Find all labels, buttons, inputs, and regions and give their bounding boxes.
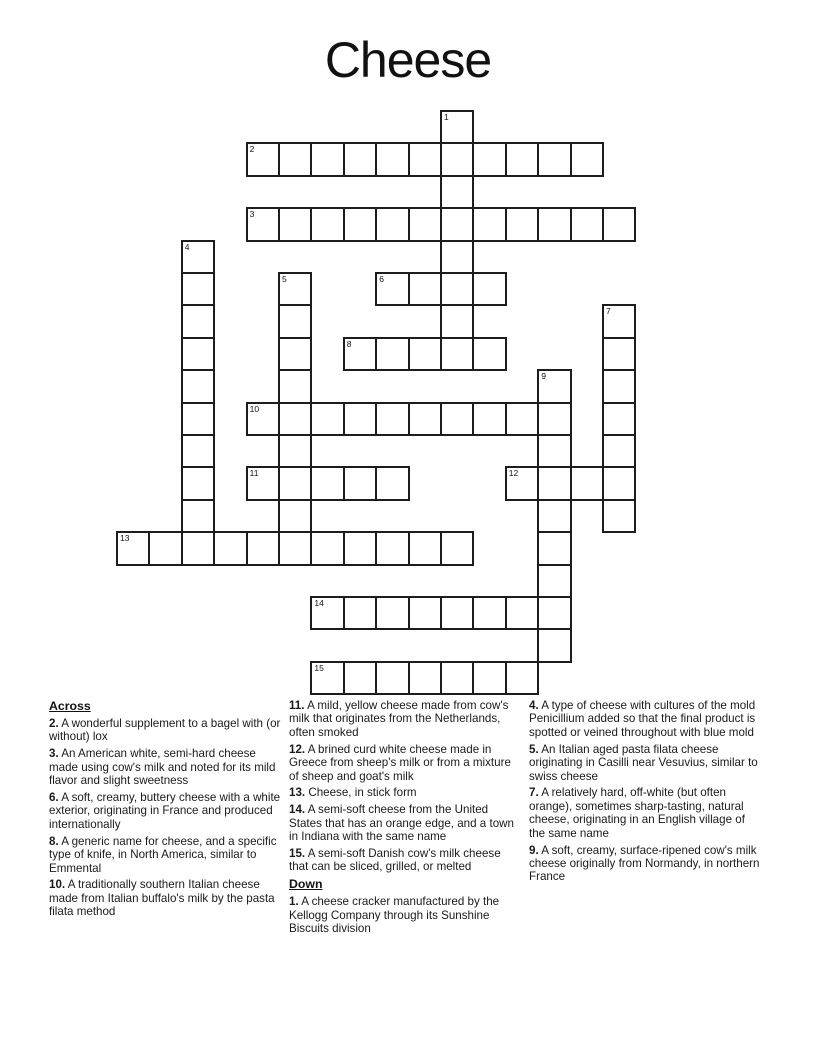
grid-cell[interactable] (505, 596, 539, 630)
grid-cell[interactable] (537, 596, 571, 630)
grid-cell[interactable] (310, 466, 344, 500)
clue-number: 4. (529, 699, 539, 712)
grid-cell[interactable] (537, 499, 571, 533)
clue-down-7: 7. A relatively hard, off-white (but often orange), sometimes sharp-tasting, natural cheese, originating in an English village of the same name (529, 786, 745, 840)
grid-cell[interactable] (440, 142, 474, 176)
grid-cell[interactable] (343, 531, 377, 565)
clue-number: 7. (529, 786, 539, 800)
grid-cell[interactable] (440, 402, 474, 436)
clue-across-11: 11. A mild, yellow cheese made from cow's milk that originates from the Netherlands, often smoked (289, 699, 509, 739)
grid-cell[interactable] (537, 531, 571, 565)
clue-down-5: 5. An Italian aged pasta filata cheese originating in Casilli near Vesuvius, similar to swiss cheese (529, 742, 758, 783)
clue-across-3: 3. An American white, semi-hard cheese made using cow's milk and noted for its mild flavor and slight sweetness (49, 747, 276, 788)
grid-cell[interactable] (602, 466, 636, 500)
grid-cell[interactable] (278, 531, 312, 565)
grid-cell[interactable] (246, 207, 280, 241)
grid-cell[interactable] (181, 402, 215, 436)
grid-cell[interactable] (278, 434, 312, 468)
grid-cell[interactable] (375, 531, 409, 565)
clue-number: 14. (289, 803, 306, 817)
cell-number: 8 (346, 338, 352, 349)
grid-cell[interactable] (440, 175, 474, 209)
grid-cell[interactable] (472, 272, 506, 306)
grid-cell[interactable] (343, 142, 377, 176)
grid-cell[interactable] (537, 369, 571, 403)
grid-cell[interactable] (181, 499, 215, 533)
clue-across-8: 8. A generic name for cheese, and a specific type of knife, in North America, similar to Emmental (49, 834, 277, 875)
grid-cell[interactable] (472, 661, 506, 695)
cell-number: 9 (541, 371, 546, 382)
grid-cell[interactable] (408, 142, 442, 176)
cell-number: 1 (444, 112, 449, 122)
grid-cell[interactable] (278, 466, 312, 500)
grid-cell[interactable] (278, 207, 312, 241)
cell-number: 2 (249, 144, 255, 155)
grid-cell[interactable] (181, 240, 215, 274)
grid-cell[interactable] (570, 207, 604, 241)
grid-cell[interactable] (375, 596, 409, 630)
clue-column-down (529, 699, 762, 887)
grid-cell[interactable] (602, 499, 636, 533)
grid-cell[interactable] (310, 596, 344, 630)
clue-number: 1. (289, 895, 299, 909)
cell-number: 13 (120, 533, 130, 544)
grid-cell[interactable] (181, 466, 215, 500)
grid-cell[interactable] (408, 272, 442, 306)
grid-cell[interactable] (375, 207, 409, 241)
grid-cell[interactable] (181, 337, 215, 371)
grid-cell[interactable] (440, 661, 474, 695)
grid-cell[interactable] (537, 434, 571, 468)
grid-cell[interactable] (440, 272, 474, 306)
clue-number: 10. (49, 878, 66, 892)
clue-number: 13. (289, 786, 306, 800)
clue-column-middle (289, 699, 522, 939)
clue-number: 3. (49, 747, 59, 761)
grid-cell[interactable] (537, 564, 571, 598)
cell-number: 10 (249, 403, 260, 414)
grid-cell[interactable] (537, 466, 571, 500)
grid-cell[interactable] (278, 304, 312, 338)
grid-cell[interactable] (602, 304, 636, 338)
grid-cell[interactable] (505, 142, 539, 176)
grid-cell[interactable] (278, 272, 312, 306)
clue-number: 8. (49, 834, 59, 848)
clue-number: 9. (529, 843, 539, 857)
clue-across-6: 6. A soft, creamy, buttery cheese with a white exterior, originating in France and produced internationally (49, 791, 281, 831)
clue-across-10: 10. A traditionally southern Italian cheese made from Italian buffalo's milk by the pasta filata method (49, 878, 275, 919)
grid-cell[interactable] (472, 402, 506, 436)
cell-number: 11 (249, 468, 259, 479)
grid-cell[interactable] (408, 596, 442, 630)
grid-cell[interactable] (537, 628, 571, 662)
grid-cell[interactable] (472, 207, 506, 241)
grid-cell[interactable] (408, 337, 442, 371)
grid-cell[interactable] (148, 531, 182, 565)
grid-cell[interactable] (375, 272, 409, 306)
grid-cell[interactable] (537, 207, 571, 241)
cell-number: 5 (282, 274, 287, 284)
grid-cell[interactable] (505, 661, 539, 695)
grid-cell[interactable] (440, 337, 474, 371)
grid-cell[interactable] (375, 142, 409, 176)
clue-across-2: 2. A wonderful supplement to a bagel with (or without) lox (49, 717, 281, 744)
grid-cell[interactable] (440, 531, 474, 565)
grid-cell[interactable] (278, 499, 312, 533)
clue-number: 11. (289, 699, 305, 712)
grid-cell[interactable] (440, 207, 474, 241)
grid-cell[interactable] (343, 466, 377, 500)
clue-list-heading: Down (289, 877, 323, 892)
grid-cell[interactable] (408, 402, 442, 436)
grid-cell[interactable] (278, 369, 312, 403)
clue-across-14: 14. A semi-soft cheese from the United States that has an orange edge, and a town in Indiana with the same name (289, 803, 514, 844)
grid-cell[interactable] (343, 596, 377, 630)
grid-cell[interactable] (246, 531, 280, 565)
grid-cell[interactable] (472, 337, 506, 371)
cell-number: 7 (606, 306, 611, 317)
grid-cell[interactable] (343, 402, 377, 436)
grid-cell[interactable] (375, 402, 409, 436)
grid-cell[interactable] (246, 142, 280, 176)
grid-cell[interactable] (408, 207, 442, 241)
grid-cell[interactable] (602, 207, 636, 241)
grid-cell[interactable] (505, 402, 539, 436)
grid-cell[interactable] (310, 531, 344, 565)
grid-cell[interactable] (472, 596, 506, 630)
grid-cell[interactable] (375, 661, 409, 695)
grid-cell[interactable] (472, 142, 506, 176)
grid-cell[interactable] (278, 142, 312, 176)
grid-cell[interactable] (537, 142, 571, 176)
grid-cell[interactable] (213, 531, 247, 565)
puzzle-title: Cheese (324, 32, 492, 88)
grid-cell[interactable] (537, 402, 571, 436)
cell-number: 4 (184, 241, 190, 252)
clue-number: 6. (49, 791, 59, 805)
grid-cell[interactable] (278, 402, 312, 436)
grid-cell[interactable] (116, 531, 150, 565)
grid-cell[interactable] (246, 402, 280, 436)
clue-number: 12. (289, 742, 306, 756)
grid-cell[interactable] (602, 402, 636, 436)
grid-cell[interactable] (602, 434, 636, 468)
grid-cell[interactable] (343, 661, 377, 695)
grid-cell[interactable] (602, 369, 636, 403)
cell-number: 15 (314, 662, 324, 673)
grid-cell[interactable] (375, 466, 409, 500)
grid-cell[interactable] (440, 240, 474, 274)
grid-cell[interactable] (343, 207, 377, 241)
clue-down-4: 4. A type of cheese with cultures of the mold Penicillium added so that the final product is spotted or veined throughout with blue mold (529, 699, 756, 739)
grid-cell[interactable] (570, 142, 604, 176)
grid-cell[interactable] (408, 661, 442, 695)
grid-cell[interactable] (408, 531, 442, 565)
grid-cell[interactable] (440, 304, 474, 338)
cell-number: 14 (314, 598, 324, 608)
grid-cell[interactable] (310, 661, 344, 695)
grid-cell[interactable] (181, 531, 215, 565)
clue-across-15: 15. A semi-soft Danish cow's milk cheese that can be sliced, grilled, or melted (289, 847, 501, 874)
grid-cell[interactable] (375, 337, 409, 371)
cell-number: 12 (508, 468, 519, 479)
grid-cell[interactable] (181, 369, 215, 403)
grid-cell[interactable] (505, 466, 539, 500)
clue-number: 2. (49, 717, 59, 730)
grid-cell[interactable] (310, 402, 344, 436)
grid-cell[interactable] (440, 110, 474, 144)
grid-cell[interactable] (602, 337, 636, 371)
clue-column-across (49, 699, 282, 922)
grid-cell[interactable] (278, 337, 312, 371)
cell-number: 6 (379, 274, 384, 284)
grid-cell[interactable] (310, 207, 344, 241)
grid-cell[interactable] (310, 142, 344, 176)
clue-across-13: 13. Cheese, in stick form (289, 786, 417, 800)
grid-cell[interactable] (505, 207, 539, 241)
clue-down-9: 9. A soft, creamy, surface-ripened cow's milk cheese originally from Normandy, in northern France (529, 843, 760, 884)
clue-list-heading: Across (49, 699, 91, 713)
grid-cell[interactable] (246, 466, 280, 500)
clue-down-1: 1. A cheese cracker manufactured by the Kellogg Company through its Sunshine Biscuits division (289, 895, 500, 936)
grid-cell[interactable] (181, 434, 215, 468)
grid-cell[interactable] (570, 466, 604, 500)
clue-across-12: 12. A brined curd white cheese made in Greece from sheep's milk or from a mixture of sheep and goat's milk (289, 742, 511, 783)
cell-number: 3 (249, 209, 255, 220)
grid-cell[interactable] (181, 272, 215, 306)
grid-cell[interactable] (181, 304, 215, 338)
grid-cell[interactable] (440, 596, 474, 630)
clue-number: 15. (289, 847, 306, 861)
clue-number: 5. (529, 742, 539, 756)
grid-cell[interactable] (343, 337, 377, 371)
